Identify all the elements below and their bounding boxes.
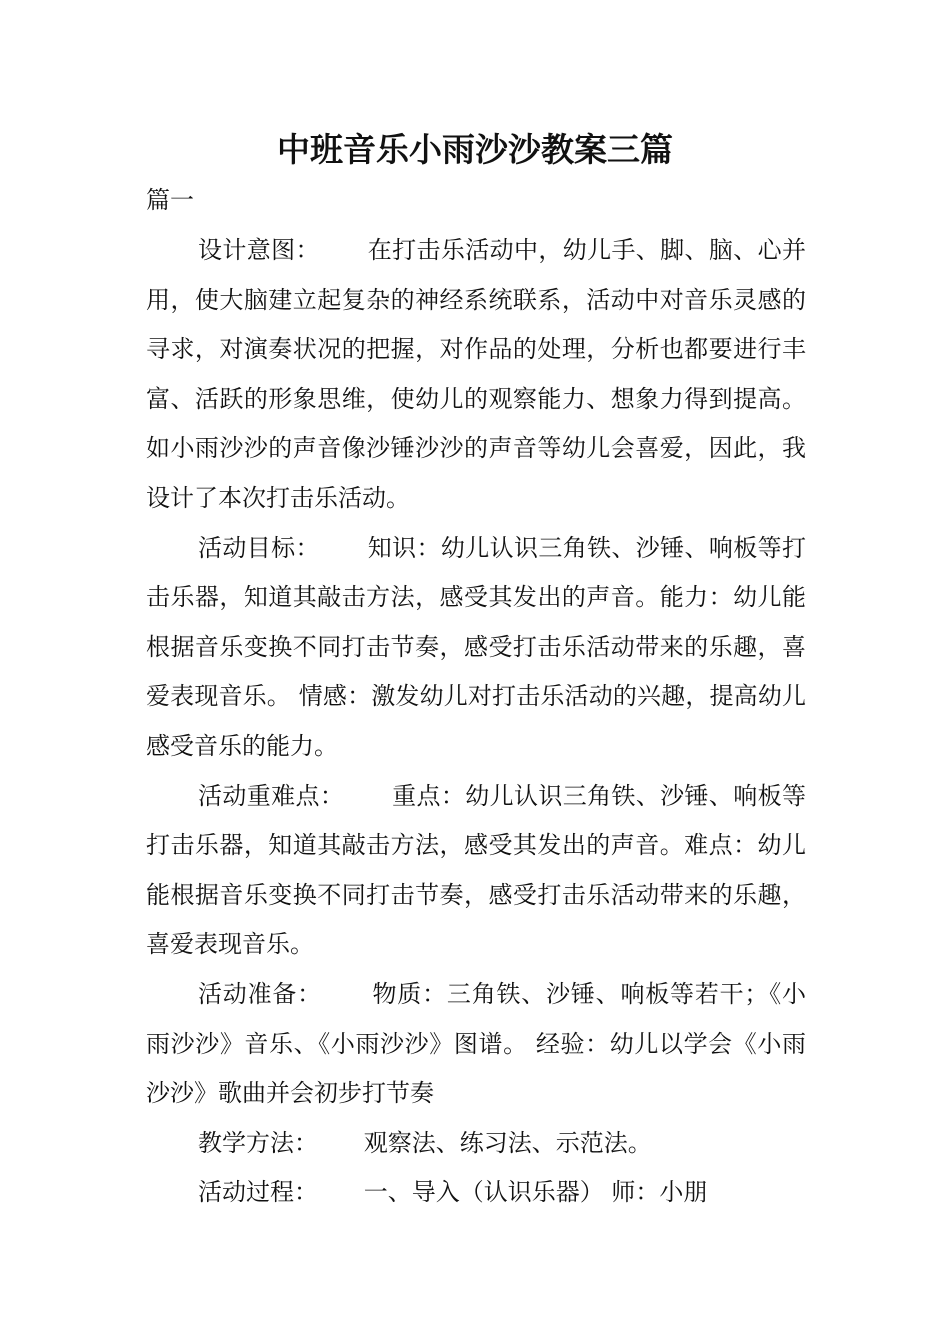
paragraph-gap [318,1129,364,1157]
paragraph-activity-process [146,1168,806,1218]
paragraph-gap [318,1178,364,1206]
document-body [146,226,806,1218]
paragraph-label: 设计意图： [198,236,320,264]
paragraph-label: 活动目标： [198,533,320,562]
paragraph-text: 在打击乐活动中，幼儿手、脚、脑、心并用，使大脑建立起复杂的神经系统联系，活动中对音乐灵感的寻求，对演奏状况的把握，对作品的处理，分析也都要进行丰富、活跃的形象思维，使幼儿的观察能力、想象力得到提高。如小雨沙沙的声音像沙锤沙沙的声音等幼儿会喜爱，因此，我设计了本次打击乐活动。 [146,236,806,512]
paragraph-key-difficult-points [146,772,806,970]
paragraph-label: 活动准备： [198,979,322,1008]
paragraph-teaching-methods [146,1119,806,1169]
paragraph-text: 重点：幼儿认识三角铁、沙锤、响板等打击乐器，知道其敲击方法，感受其发出的声音。难点：幼儿能根据音乐变换不同打击节奏，感受打击乐活动带来的乐趣，喜爱表现音乐。 [146,781,807,959]
paragraph-text: 物质：三角铁、沙锤、响板等若干；《小雨沙沙》音乐、《小雨沙沙》图谱。 经验：幼儿以学会《小雨沙沙》歌曲并会初步打节奏 [146,979,807,1108]
section-label: 篇一 [146,186,194,214]
paragraph-text: 观察法、练习法、示范法。 [363,1128,652,1157]
paragraph-label: 活动重难点： [198,781,345,810]
paragraph-gap [322,980,373,1008]
paragraph-gap [320,534,368,562]
paragraph-activity-preparation [146,970,806,1119]
paragraph-design-intent [146,226,806,524]
paragraph-gap [344,782,392,810]
paragraph-label: 活动过程： [198,1178,318,1207]
paragraph-text: 一、导入（认识乐器） 师：小朋 [363,1178,708,1207]
paragraph-label: 教学方法： [198,1128,318,1157]
document-title: 中班音乐小雨沙沙教案三篇 [277,130,673,169]
paragraph-gap [320,236,368,264]
paragraph-text: 知识：幼儿认识三角铁、沙锤、响板等打击乐器，知道其敲击方法，感受其发出的声音。能力：幼儿能根据音乐变换不同打击节奏，感受打击乐活动带来的乐趣，喜爱表现音乐。 情感：激发幼儿对打击乐活动的兴趣，提高幼儿感受音乐的能力。 [146,533,806,760]
paragraph-activity-goals [146,524,806,772]
